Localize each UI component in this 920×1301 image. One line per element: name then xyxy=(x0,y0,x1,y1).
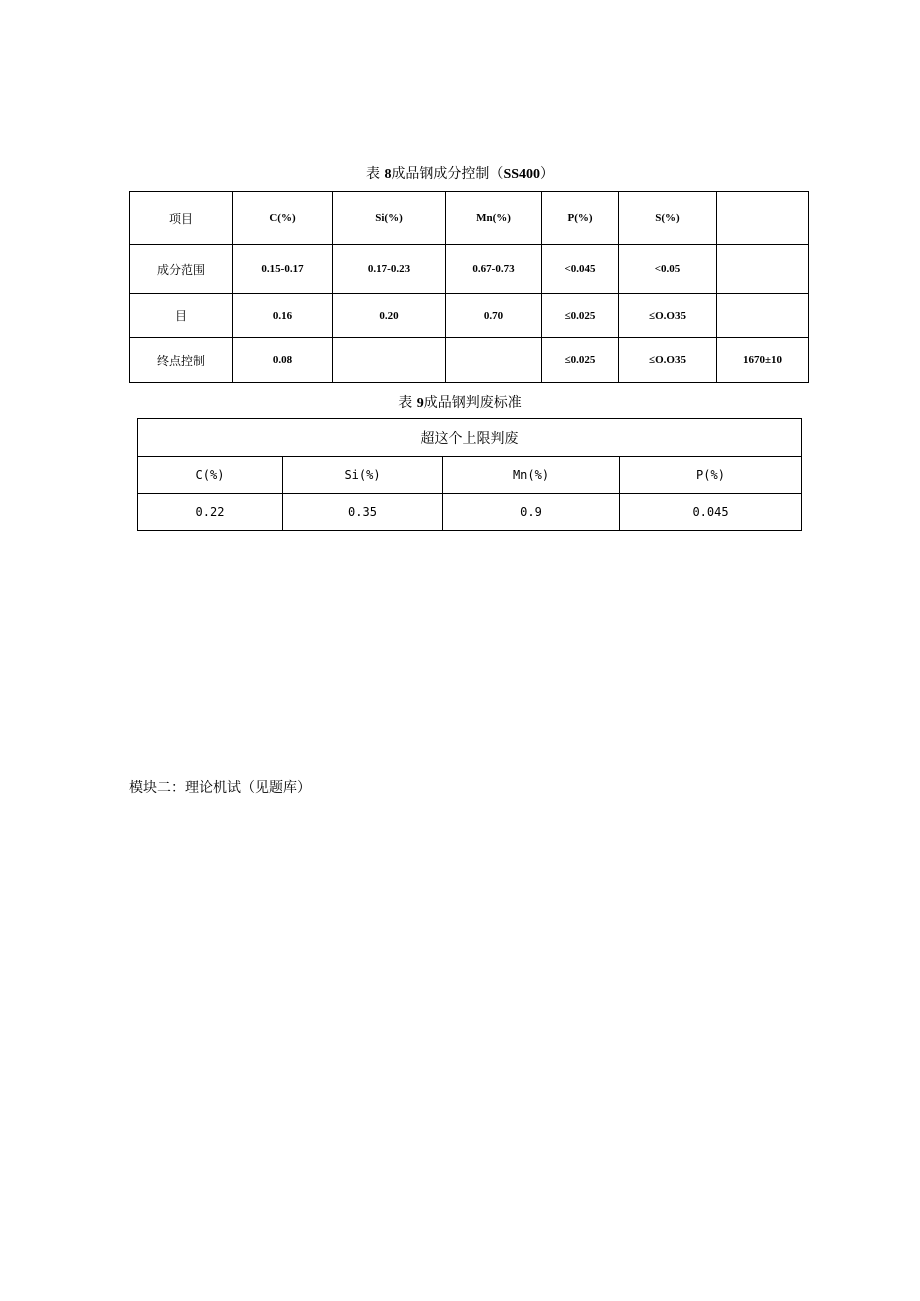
table-row xyxy=(130,245,809,294)
table-cell: 0.20 xyxy=(333,294,446,338)
header-cell: Mn(%) xyxy=(443,457,620,494)
table8-caption-suffix: ） xyxy=(540,166,555,182)
table-cell: 0.9 xyxy=(443,494,620,531)
header-cell: C(%) xyxy=(233,192,333,245)
table-cell: ≤0.025 xyxy=(542,338,619,383)
table-row xyxy=(138,494,802,531)
table-cell xyxy=(717,245,809,294)
table8-caption-prefix: 表 xyxy=(365,166,380,182)
header-cell: Mn(%) xyxy=(446,192,542,245)
header-cell: C(%) xyxy=(138,457,283,494)
table-cell: 0.35 xyxy=(283,494,443,531)
table8-caption xyxy=(0,163,920,183)
rejection-standard-table xyxy=(137,418,802,531)
header-cell: Si(%) xyxy=(283,457,443,494)
table9-caption-prefix: 表 xyxy=(398,395,413,411)
header-cell: P(%) xyxy=(620,457,802,494)
row-label: 终点控制 xyxy=(130,338,233,383)
table-cell: 0.08 xyxy=(233,338,333,383)
module-heading: 模块二：理论机试（见题库） xyxy=(129,780,311,796)
table-header-row xyxy=(130,192,809,245)
table-cell: 0.70 xyxy=(446,294,542,338)
table-cell: 0.17-0.23 xyxy=(333,245,446,294)
table-cell: 0.16 xyxy=(233,294,333,338)
table9-caption-number: 9 xyxy=(416,396,424,411)
row-label: 目 xyxy=(130,294,233,338)
table9-caption-text: 成品钢判废标准 xyxy=(423,395,522,411)
merged-header: 超这个上限判废 xyxy=(138,419,802,457)
table-cell: 0.045 xyxy=(620,494,802,531)
table8-caption-code: SS400 xyxy=(503,167,541,182)
table-cell: 1670±10 xyxy=(717,338,809,383)
table-cell: 0.67-0.73 xyxy=(446,245,542,294)
table-merged-header-row xyxy=(138,419,802,457)
table-cell xyxy=(333,338,446,383)
table-row xyxy=(130,294,809,338)
table-row xyxy=(130,338,809,383)
table-cell: <0.045 xyxy=(542,245,619,294)
header-cell: Si(%) xyxy=(333,192,446,245)
row-label: 成分范围 xyxy=(130,245,233,294)
header-cell: P(%) xyxy=(542,192,619,245)
table9-caption xyxy=(0,392,920,412)
table-header-row xyxy=(138,457,802,494)
header-cell: S(%) xyxy=(619,192,717,245)
table-cell xyxy=(446,338,542,383)
table-cell: ≤O.O35 xyxy=(619,338,717,383)
table-cell: <0.05 xyxy=(619,245,717,294)
table-cell: 0.22 xyxy=(138,494,283,531)
table-cell: ≤O.O35 xyxy=(619,294,717,338)
table8-caption-number: 8 xyxy=(384,167,392,182)
table-cell: ≤0.025 xyxy=(542,294,619,338)
header-cell: 项目 xyxy=(130,192,233,245)
table-cell xyxy=(717,294,809,338)
table-cell: 0.15-0.17 xyxy=(233,245,333,294)
header-cell xyxy=(717,192,809,245)
table8-caption-text: 成品钢成分控制（ xyxy=(391,166,504,182)
composition-control-table xyxy=(129,191,809,383)
